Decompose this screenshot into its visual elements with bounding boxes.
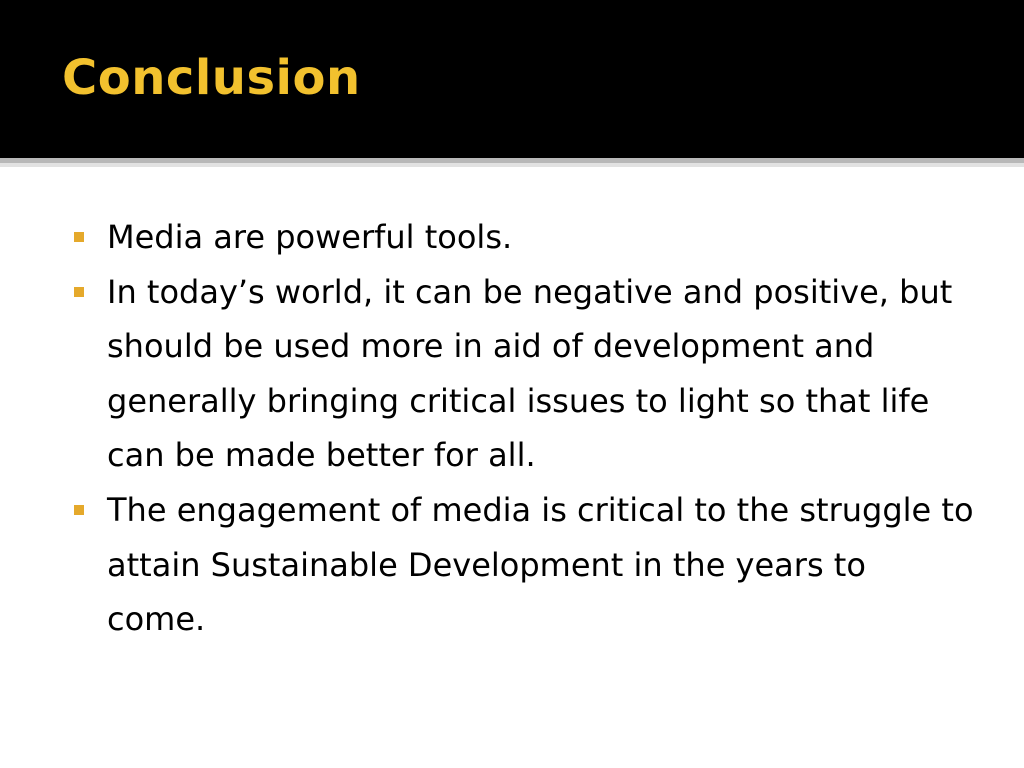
bullet-text: In today’s world, it can be negative and positive, but should be used more in aid of development and generally bringing critical issues to light so that life can be made better for all. <box>107 272 953 475</box>
title-band <box>0 0 1024 158</box>
bullet-list <box>74 210 974 647</box>
bullet-text: Media are powerful tools. <box>107 218 513 256</box>
title-divider-shadow <box>0 163 1024 167</box>
square-bullet-icon <box>74 232 84 242</box>
bullet-text: The engagement of media is critical to the struggle to attain Sustainable Development in the years to come. <box>107 490 974 639</box>
bullet-item <box>74 265 974 483</box>
square-bullet-icon <box>74 505 84 515</box>
square-bullet-icon <box>74 287 84 297</box>
bullet-item <box>74 483 974 647</box>
bullet-item <box>74 210 974 265</box>
slide-title: Conclusion <box>62 50 361 106</box>
